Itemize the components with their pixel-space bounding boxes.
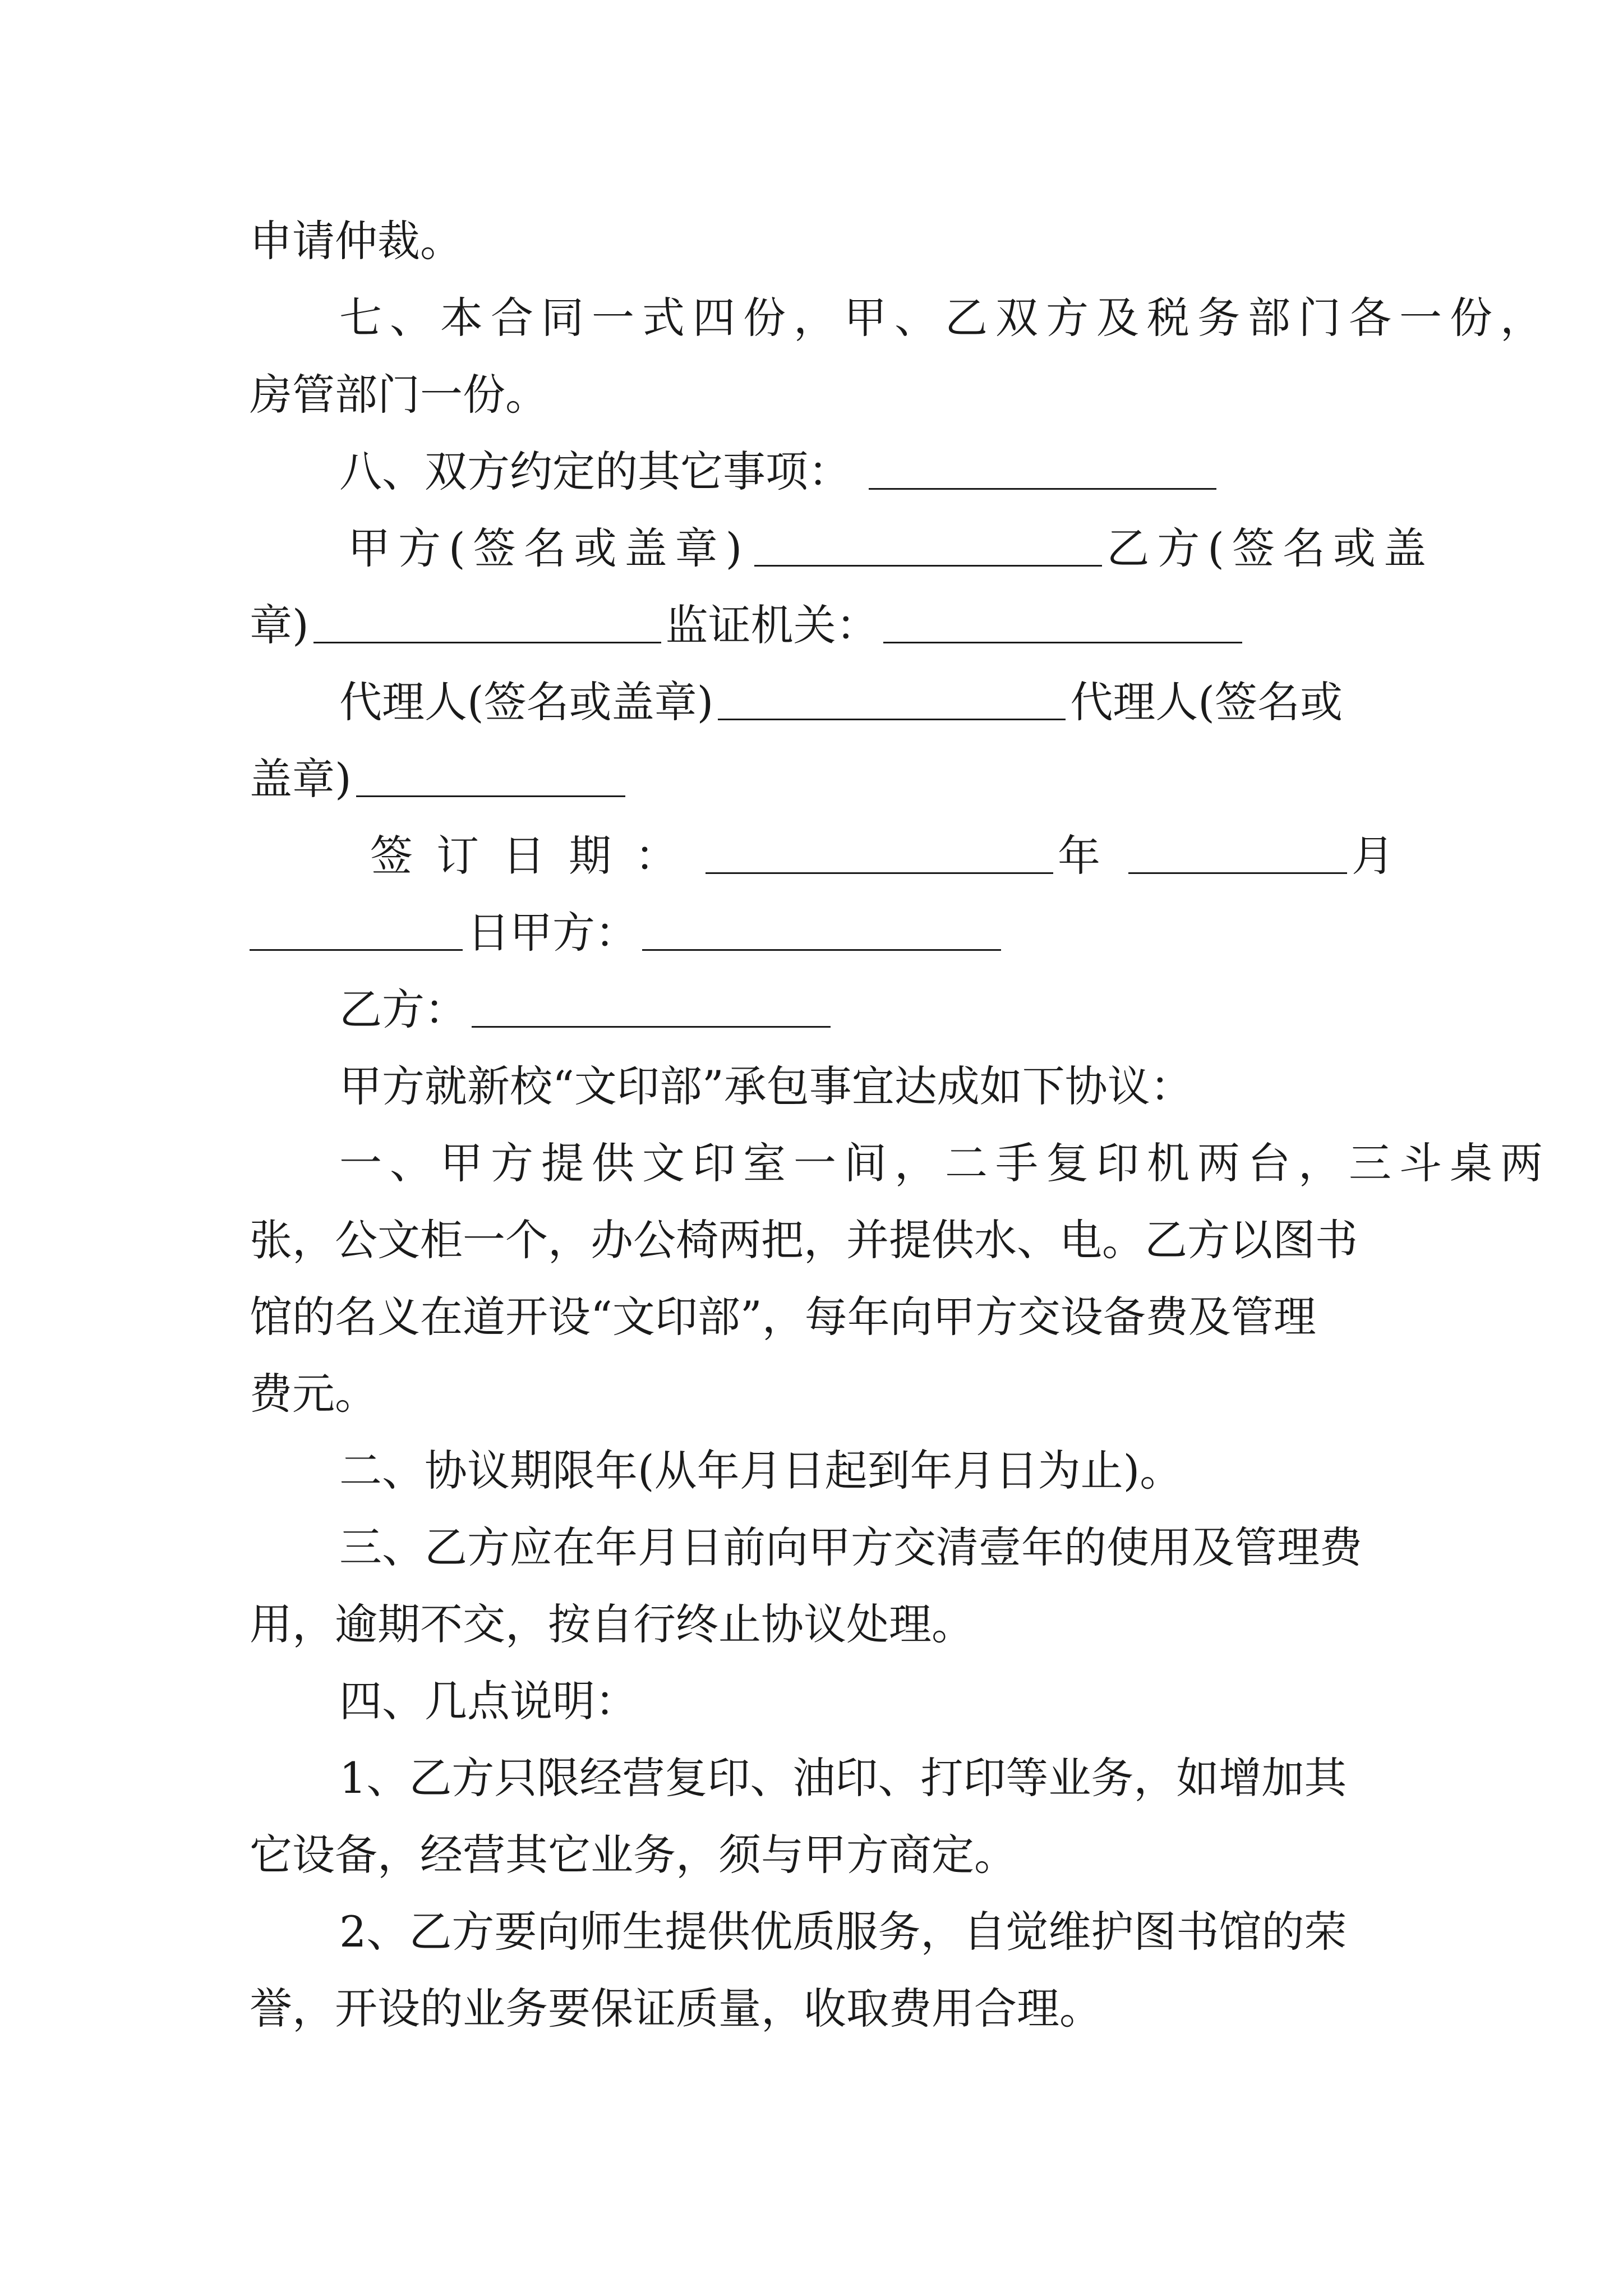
text-segment: 乙方： — [339, 984, 467, 1034]
text-segment: 四、几点说明： — [339, 1676, 638, 1726]
blank-field — [883, 602, 1242, 643]
blank-field — [754, 526, 1102, 567]
blank-field — [472, 987, 831, 1028]
blank-field — [313, 602, 661, 643]
paragraph-line — [339, 1739, 1394, 1818]
text-segment: 申请仲裁。 — [250, 216, 463, 266]
text-segment: 年 — [1058, 831, 1124, 881]
paragraph-line — [250, 1816, 1394, 1894]
paragraph-line — [250, 740, 1394, 818]
paragraph-line — [250, 356, 1394, 434]
paragraph-line — [339, 1124, 1551, 1203]
text-segment: 监证机关： — [665, 600, 879, 650]
paragraph-line — [250, 1201, 1394, 1280]
text-segment: 用，逾期不交，按自行终止协议处理。 — [250, 1599, 974, 1649]
text-segment: 2、乙方要向师生提供优质服务，自觉维护图书馆的荣 — [339, 1907, 1347, 1957]
text-segment: 房管部门一份。 — [250, 370, 548, 420]
blank-field — [1128, 833, 1347, 874]
text-segment: 一、甲方提供文印室一间，二手复印机两台，三斗桌两 — [339, 1138, 1551, 1188]
text-segment: 三、乙方应在年月日前向甲方交清壹年的使用及管理费 — [339, 1522, 1362, 1572]
text-segment: 甲方(签名或盖章) — [348, 523, 750, 573]
text-segment: 甲方就新校“文印部”承包事宜达成如下协议： — [339, 1061, 1193, 1111]
blank-field — [718, 679, 1066, 720]
text-segment: 月 — [1352, 831, 1418, 881]
text-segment: 它设备，经营其它业务，须与甲方商定。 — [250, 1830, 1017, 1880]
text-segment: 代理人(签名或 — [1070, 677, 1343, 727]
blank-field — [356, 756, 625, 797]
text-segment: 七、本合同一式四份，甲、乙双方及税务部门各一份， — [339, 293, 1551, 343]
paragraph-line — [250, 1355, 1394, 1433]
paragraph-line — [250, 1970, 1394, 2048]
paragraph-line — [339, 663, 1394, 742]
text-segment: 1、乙方只限经营复印、油印、打印等业务，如增加其 — [339, 1753, 1347, 1803]
text-segment: 八、双方约定的其它事项： — [339, 447, 851, 496]
paragraph-line — [339, 1893, 1394, 1971]
blank-field — [869, 449, 1216, 490]
text-segment: 日甲方： — [467, 908, 638, 958]
paragraph-line — [339, 1662, 1394, 1741]
blank-field — [250, 910, 463, 951]
paragraph-line — [339, 1047, 1394, 1126]
paragraph-line — [339, 1508, 1394, 1587]
paragraph-line — [370, 817, 1514, 895]
paragraph-line — [250, 894, 1394, 972]
text-segment: 签订日期： — [370, 831, 701, 881]
paragraph-line — [250, 586, 1394, 665]
text-segment: 乙方(签名或盖 — [1106, 523, 1434, 573]
text-segment: 馆的名义在道开设“文印部”，每年向甲方交设备费及管理 — [250, 1292, 1316, 1342]
text-segment: 张，公文柜一个，办公椅两把，并提供水、电。乙方以图书 — [250, 1215, 1358, 1265]
paragraph-line — [339, 1432, 1394, 1510]
blank-field — [642, 910, 1001, 951]
paragraph-line — [348, 509, 1434, 588]
text-segment: 盖章) — [250, 754, 352, 804]
paragraph-line — [250, 1278, 1394, 1356]
blank-field — [706, 833, 1053, 874]
text-segment: 代理人(签名或盖章) — [339, 677, 714, 727]
paragraph-line — [250, 1585, 1394, 1664]
paragraph-line — [250, 202, 1394, 280]
text-segment: 二、协议期限年(从年月日起到年月日为止)。 — [339, 1446, 1183, 1496]
text-segment: 誉，开设的业务要保证质量，收取费用合理。 — [250, 1984, 1102, 2033]
paragraph-line — [339, 432, 1394, 511]
paragraph-line — [339, 279, 1551, 357]
text-segment: 费元。 — [250, 1369, 377, 1419]
paragraph-line — [339, 970, 1394, 1049]
text-segment: 章) — [250, 600, 309, 650]
